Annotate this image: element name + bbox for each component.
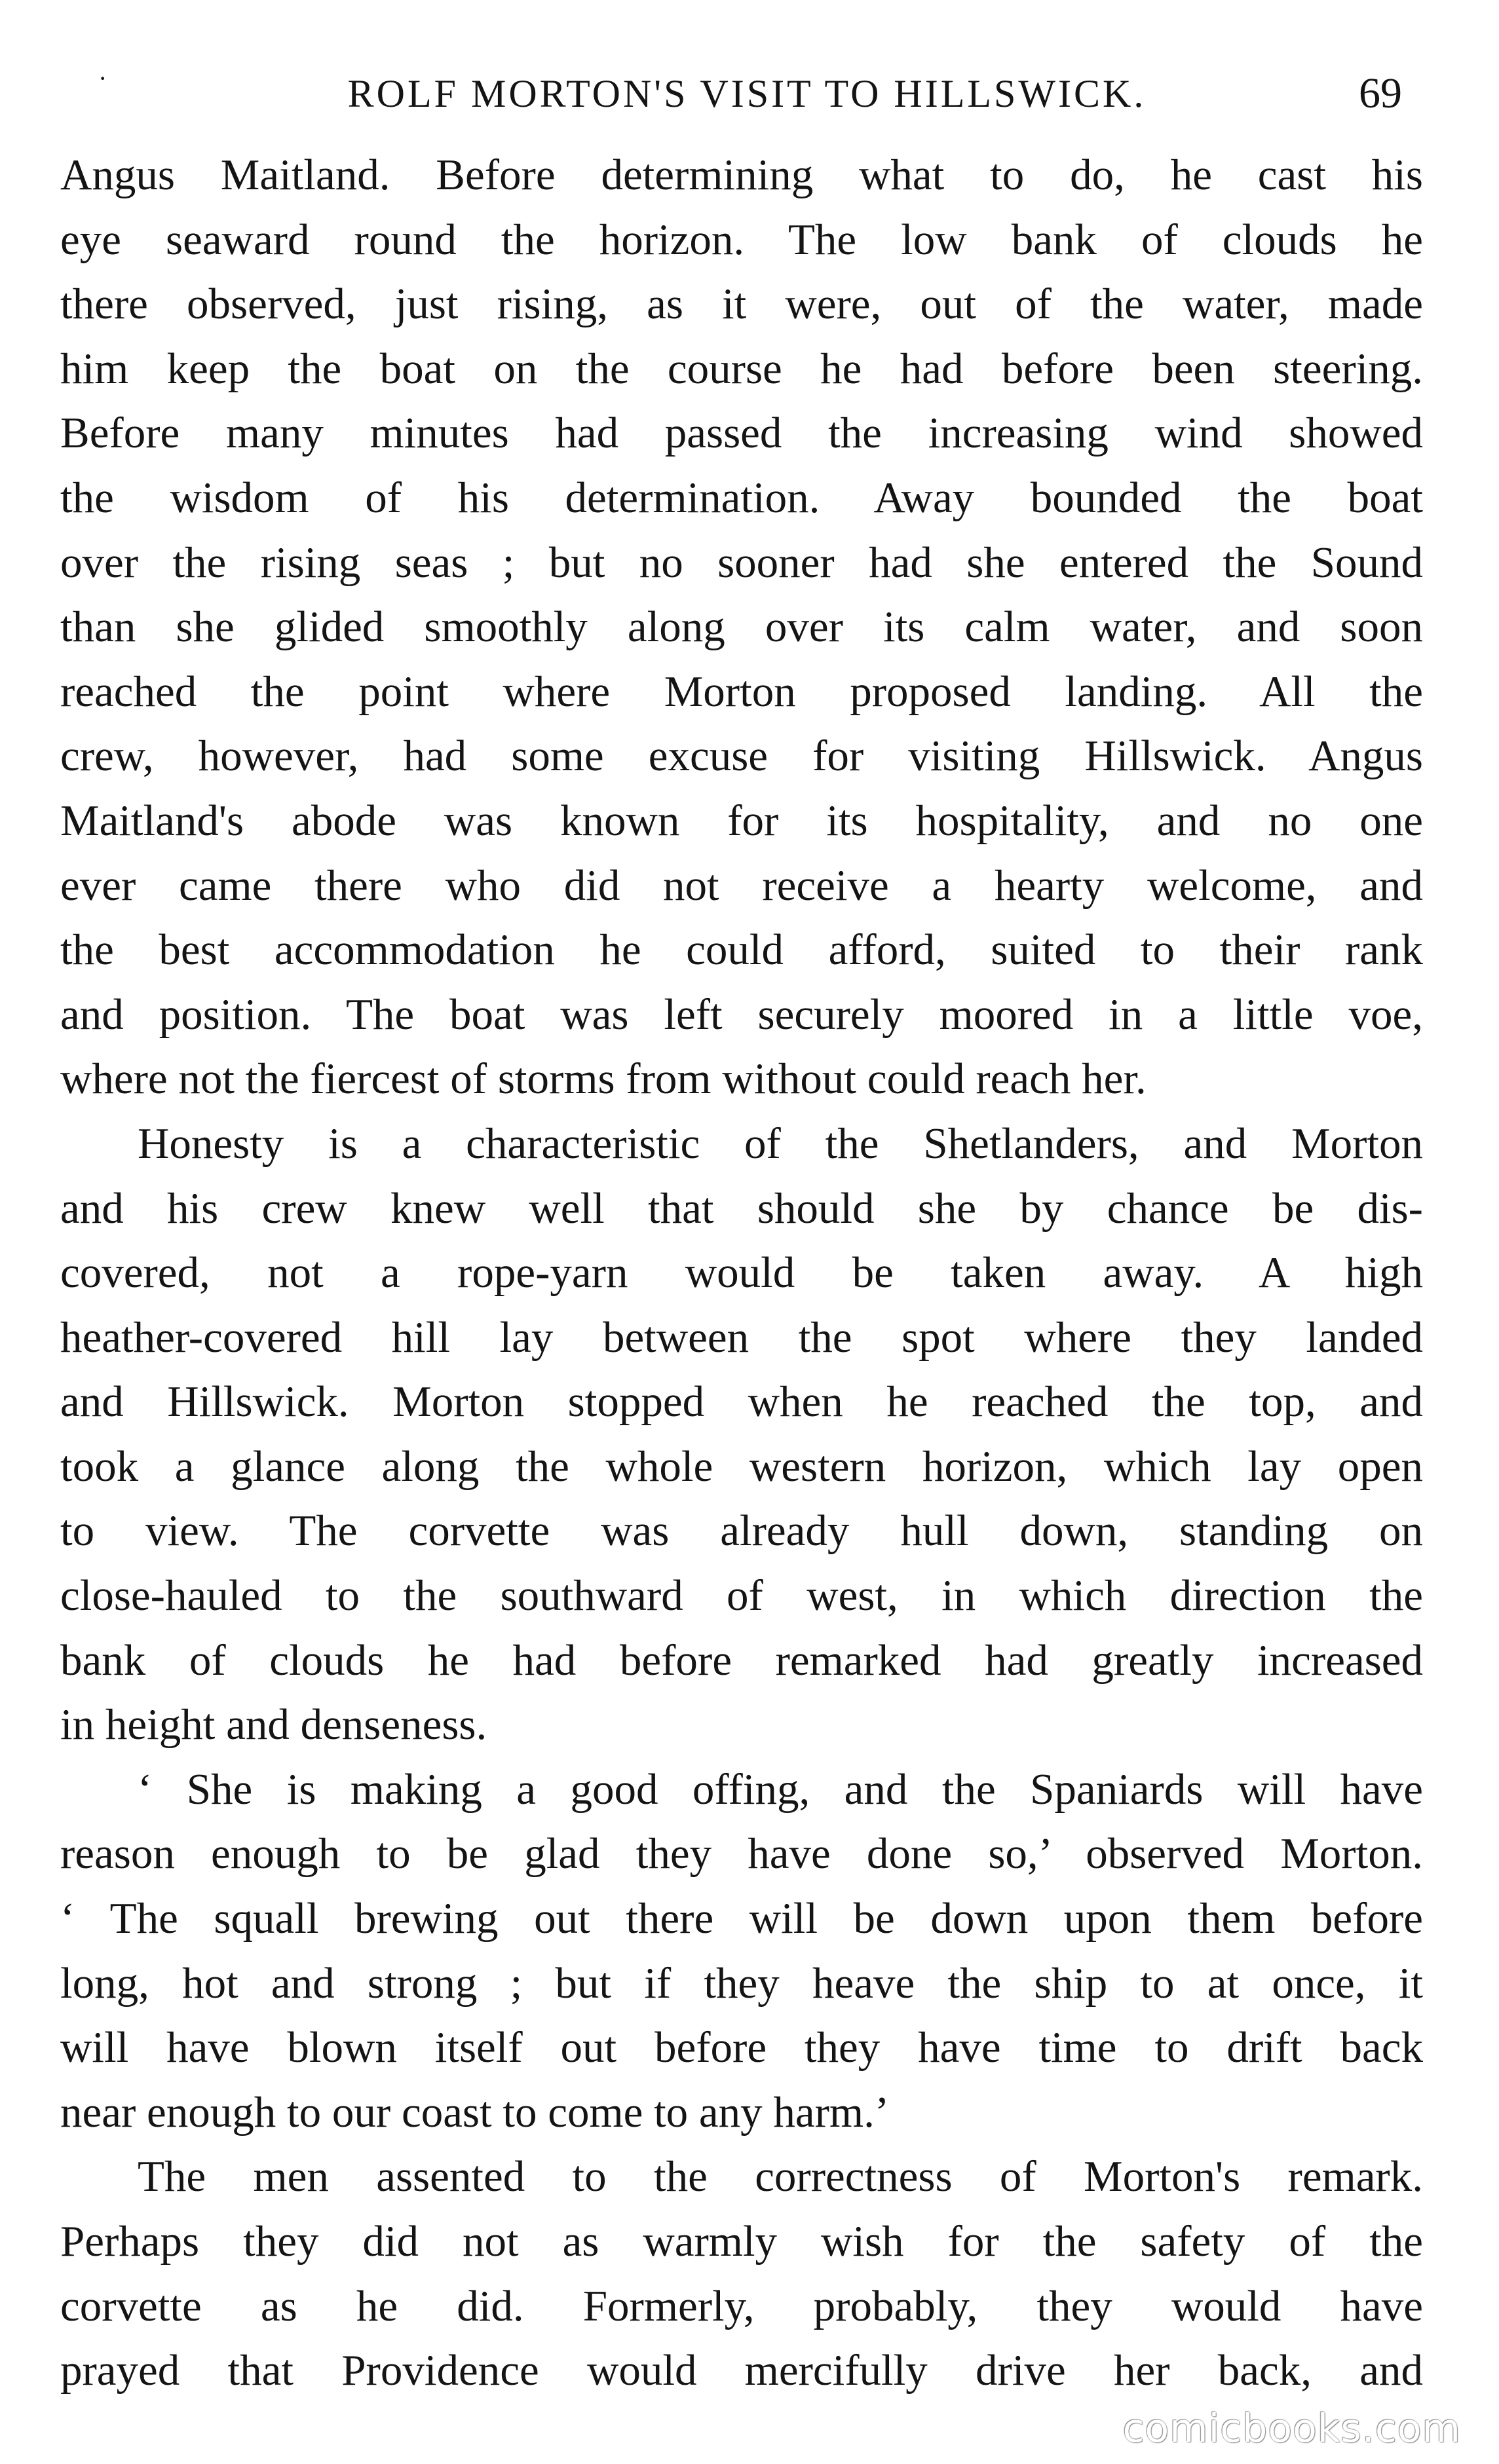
paragraph-start-line: Honesty is a characteristic of the Shetlanders, and Morton — [138, 1119, 1423, 1168]
paragraph-start-line: The men assented to the correctness of Morton's remark. — [138, 2152, 1423, 2201]
text-line: him keep the boat on the course he had before been steering. — [60, 344, 1423, 393]
text-line: covered, not a rope-yarn would be taken away. A high — [60, 1248, 1423, 1297]
text-line: crew, however, had some excuse for visiting Hillswick. Angus — [60, 732, 1423, 781]
text-line: eye seaward round the horizon. The low bank of clouds he — [60, 215, 1423, 264]
text-line: and position. The boat was left securely moored in a little voe, — [60, 990, 1423, 1039]
text-line: and his crew knew well that should she by chance be dis- — [60, 1184, 1423, 1233]
text-line: heather-covered hill lay between the spot where they landed — [60, 1313, 1423, 1362]
text-line: ever came there who did not receive a hearty welcome, and — [60, 861, 1423, 910]
text-line: will have blown itself out before they have time to drift back — [60, 2023, 1423, 2072]
text-line: to view. The corvette was already hull down, standing on — [60, 1506, 1423, 1556]
text-line: Angus Maitland. Before determining what to do, he cast his — [60, 151, 1423, 199]
text-line: the wisdom of his determination. Away bounded the boat — [60, 473, 1423, 522]
text-line: over the rising seas ; but no sooner had she entered the Sound — [60, 538, 1423, 587]
text-line: took a glance along the whole western horizon, which lay open — [60, 1442, 1423, 1491]
text-line: and Hillswick. Morton stopped when he reached the top, and — [60, 1377, 1423, 1427]
text-line: ‘ The squall brewing out there will be down upon them before — [60, 1894, 1423, 1943]
chapter-title: ROLF MORTON'S VISIT TO HILLSWICK. — [347, 72, 1147, 115]
text-line: reached the point where Morton proposed landing. All the — [60, 667, 1423, 716]
text-line: Perhaps they did not as warmly wish for the safety of the — [60, 2217, 1423, 2266]
text-line: corvette as he did. Formerly, probably, they would have — [60, 2281, 1423, 2330]
text-line: bank of clouds he had before remarked had greatly increased — [60, 1635, 1423, 1685]
text-line: there observed, just rising, as it were, out of the water, made — [60, 280, 1423, 329]
text-line: the best accommodation he could afford, suited to their rank — [60, 925, 1423, 975]
text-line: Before many minutes had passed the increasing wind showed — [60, 409, 1423, 458]
text-line: reason enough to be glad they have done so,’ observed Morton. — [60, 1829, 1423, 1878]
text-line: close-hauled to the southward of west, in which direction the — [60, 1571, 1423, 1620]
text-line: prayed that Providence would mercifully drive her back, and — [60, 2346, 1423, 2395]
text-line: Maitland's abode was known for its hospitality, and no one — [60, 796, 1423, 845]
text-line: where not the fiercest of storms from without could reach her. — [60, 1055, 1147, 1104]
body-text — [60, 143, 1423, 2403]
watermark: comicbooks.com — [1122, 2406, 1461, 2452]
header-mark: · — [98, 64, 107, 93]
text-line: long, hot and strong ; but if they heave the ship to at once, it — [60, 1958, 1423, 2007]
running-head — [72, 58, 1422, 130]
page-number: 69 — [1359, 69, 1402, 117]
text-line: in height and denseness. — [60, 1700, 487, 1749]
text-line: than she glided smoothly along over its calm water, and soon — [60, 603, 1423, 652]
paragraph-start-line: ‘ She is making a good offing, and the Spaniards will have — [138, 1764, 1423, 1814]
text-line: near enough to our coast to come to any harm.’ — [60, 2087, 890, 2137]
